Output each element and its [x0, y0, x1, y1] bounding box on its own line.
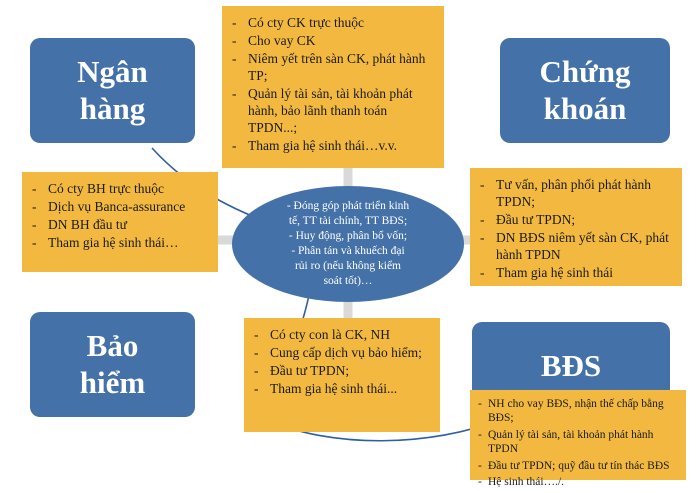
list-item	[32, 234, 210, 251]
note-text: Tham gia hệ sinh thái...	[270, 381, 398, 396]
pillar-securities[interactable]	[500, 38, 670, 143]
dash-bullet: -	[32, 217, 37, 232]
note-text: Cung cấp dịch vụ bảo hiểm;	[270, 345, 422, 360]
dash-bullet: -	[254, 363, 259, 378]
dash-bullet: -	[478, 476, 482, 489]
pillar-bank[interactable]	[30, 38, 195, 143]
note-text: Tham gia hệ sinh thái…v.v.	[248, 138, 397, 153]
note-text: Cho vay CK	[248, 33, 316, 48]
list-item	[480, 176, 674, 210]
dash-bullet: -	[480, 230, 485, 245]
pillar-insurance[interactable]	[30, 312, 195, 417]
list-item	[232, 50, 436, 84]
dash-bullet: -	[480, 177, 485, 192]
list-item	[480, 211, 674, 228]
list-item	[254, 362, 432, 379]
dash-bullet: -	[232, 138, 237, 153]
list-item	[32, 198, 210, 215]
dash-bullet: -	[480, 265, 485, 280]
pillar-insurance-line1: Bảo	[86, 327, 139, 363]
list-item	[480, 229, 674, 263]
dash-bullet: -	[478, 459, 482, 472]
note-text: NH cho vay BĐS, nhận thế chấp bằng BĐS;	[488, 398, 664, 425]
list-item	[254, 326, 432, 343]
pillar-realestate-line1: BĐS	[540, 347, 602, 383]
list-item	[232, 14, 436, 31]
note-text: Quản lý tài sản, tài khoản phát hành TPDN	[488, 428, 654, 456]
dash-bullet: -	[254, 345, 259, 360]
note-text: Đầu tư TPDN;	[496, 212, 576, 227]
center-line: soát tốt)…	[323, 274, 373, 287]
pillar-insurance-line2: hiểm	[79, 364, 146, 400]
dash-bullet: -	[232, 86, 237, 101]
dash-bullet: -	[480, 212, 485, 227]
note-text: Đầu tư TPDN;	[270, 363, 350, 378]
note-text: Có cty CK trực thuộc	[248, 15, 365, 30]
note-text: Tham gia hệ sinh thái	[496, 265, 613, 280]
list-item	[32, 216, 210, 233]
list-item	[32, 180, 210, 197]
note-bank-top[interactable]	[222, 6, 444, 168]
center-line: - Huy động, phân bổ vốn;	[288, 230, 408, 243]
pillar-bank-line1: Ngân	[77, 53, 148, 89]
list-item	[478, 459, 678, 473]
dash-bullet: -	[232, 33, 237, 48]
pillar-securities-line1: Chứng	[539, 53, 631, 89]
dash-bullet: -	[478, 398, 482, 410]
pillar-securities-line2: khoán	[543, 90, 627, 126]
dash-bullet: -	[254, 327, 259, 342]
dash-bullet: -	[32, 235, 37, 250]
note-text: Quản lý tài sản, tài khoản phát hành, bảo lãnh thanh toán TPDN...;	[248, 86, 413, 135]
note-text: Niêm yết trên sàn CK, phát hành TP;	[248, 51, 426, 83]
list-item	[254, 380, 432, 397]
center-line: - Phân tán và khuếch đại	[291, 245, 405, 257]
pillar-bank-line2: hàng	[79, 90, 146, 126]
note-text: Có cty con là CK, NH	[270, 327, 390, 342]
note-text: Có cty BH trực thuộc	[48, 181, 165, 196]
list-item	[232, 137, 436, 154]
dash-bullet: -	[254, 381, 259, 396]
list-item	[232, 85, 436, 136]
dash-bullet: -	[32, 181, 37, 196]
list-item	[478, 397, 678, 426]
list-item	[478, 475, 678, 489]
note-text: Hệ sinh thái…./.	[488, 476, 565, 489]
dash-bullet: -	[232, 15, 237, 30]
note-securities-right[interactable]	[470, 168, 682, 286]
note-text: DN BH đầu tư	[48, 217, 127, 232]
dash-bullet: -	[32, 199, 37, 214]
note-text: DN BĐS niêm yết sàn CK, phát hành TPDN	[496, 230, 669, 262]
center-line: tế, TT tài chính, TT BĐS;	[288, 215, 408, 228]
note-bank-insurance-links[interactable]	[22, 172, 218, 272]
note-text: Tư vấn, phân phối phát hành TPDN;	[496, 177, 652, 209]
note-realestate-bottom[interactable]	[470, 390, 686, 489]
note-insurance-bottom[interactable]	[244, 318, 440, 432]
dash-bullet: -	[232, 51, 237, 66]
list-item	[480, 264, 674, 281]
note-text: Tham gia hệ sinh thái…	[48, 235, 179, 250]
list-item	[254, 344, 432, 361]
list-item	[232, 32, 436, 49]
note-text: Đầu tư TPDN; quỹ đầu tư tín thác BĐS	[488, 459, 670, 472]
center-ecosystem-node[interactable]	[232, 186, 464, 302]
note-text: Dịch vụ Banca-assurance	[48, 199, 186, 214]
center-line: rủi ro (nếu không kiểm	[294, 259, 402, 272]
center-line: - Đóng góp phát triển kinh	[286, 200, 410, 213]
list-item	[478, 428, 678, 457]
dash-bullet: -	[478, 428, 482, 441]
